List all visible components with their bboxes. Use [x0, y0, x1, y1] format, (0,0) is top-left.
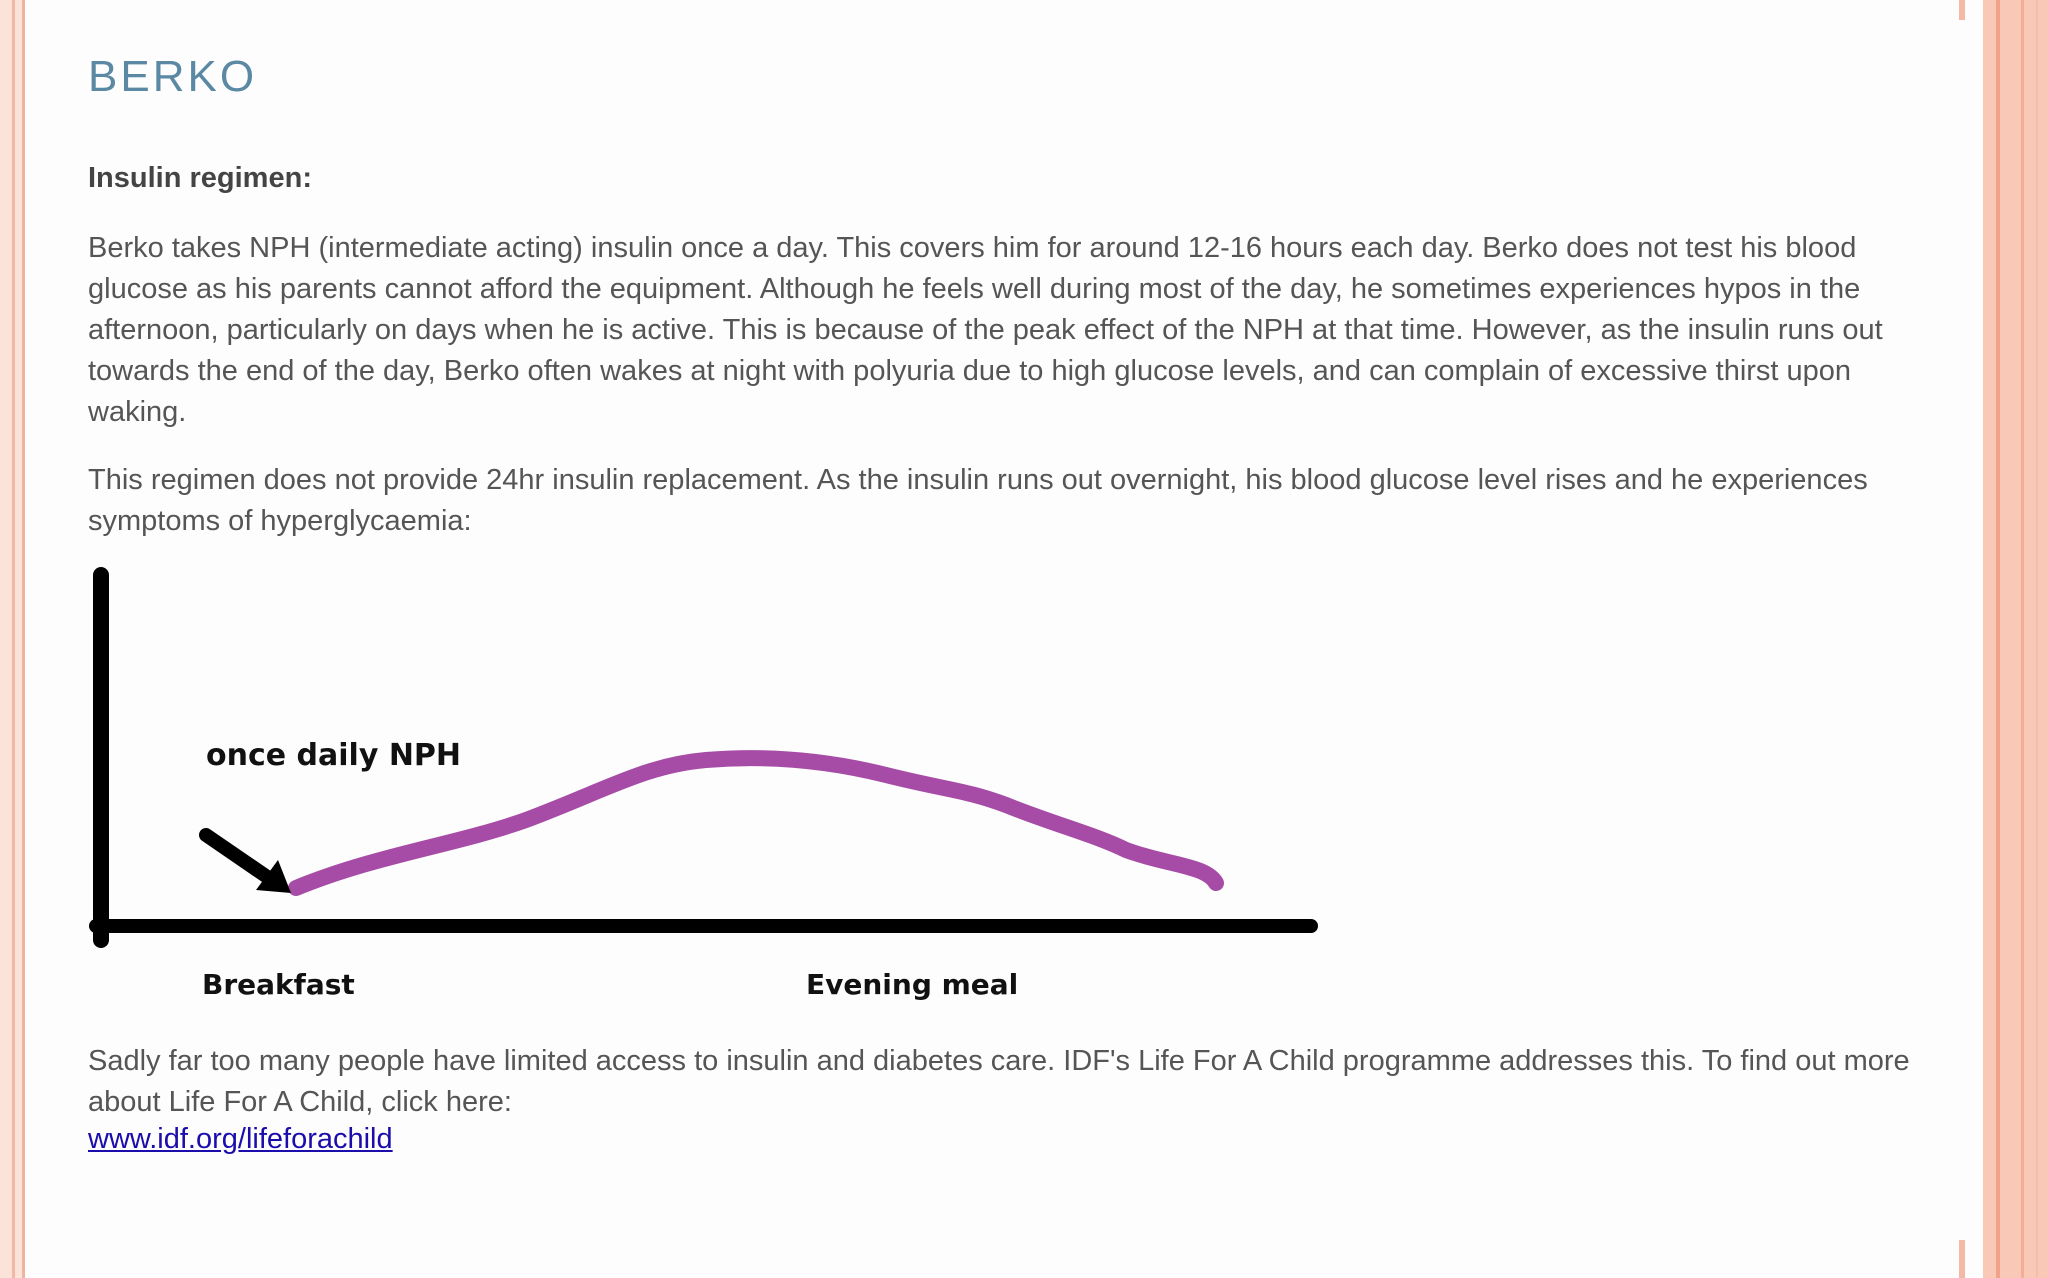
- section-heading: Insulin regimen:: [88, 162, 312, 194]
- paragraph-replacement: This regimen does not provide 24hr insulin replacement. As the insulin runs out overnight, his blood glucose level rises and he experiences symptoms of hyperglycaemia:: [88, 464, 1868, 537]
- life-for-a-child-link[interactable]: www.idf.org/lifeforachild: [88, 1123, 393, 1155]
- slide-frame-tick: [1959, 0, 1965, 20]
- arrow-icon: [206, 835, 291, 893]
- slide-title: BERKO: [88, 52, 258, 101]
- slide-frame-tick: [1959, 1240, 1965, 1278]
- paragraph-regimen: Berko takes NPH (intermediate acting) insulin once a day. This covers him for around 12-16 hours each day. Berko does not test his blood glucose as his parents cannot afford the equipment. Although he feels well during most of the day, he sometimes experiences hypos in the afternoon, particularly on days when he is active. This is because of the peak effect of the NPH at that time. However, as the insulin runs out towards the end of the day, Berko often wakes at night with polyuria due to high glucose levels, and can complain of excessive thirst upon waking.: [88, 232, 1883, 428]
- insulin-action-curve: [296, 758, 1216, 888]
- slide-frame-stripe: [2036, 0, 2038, 1278]
- paragraph-access: Sadly far too many people have limited access to insulin and diabetes care. IDF's Life For A Child programme addresses this. To find out more about Life For A Child, click here:: [88, 1045, 1910, 1118]
- insulin-profile-diagram: [86, 565, 1336, 1015]
- slide-frame-left-line: [12, 0, 15, 1278]
- x-label-evening-meal: Evening meal: [806, 968, 1019, 1001]
- slide-frame-stripe: [1996, 0, 2000, 1278]
- slide-frame-right: [1983, 0, 2048, 1278]
- x-label-breakfast: Breakfast: [202, 968, 355, 1001]
- curve-label: once daily NPH: [206, 738, 462, 773]
- slide-frame-stripe: [2021, 0, 2024, 1278]
